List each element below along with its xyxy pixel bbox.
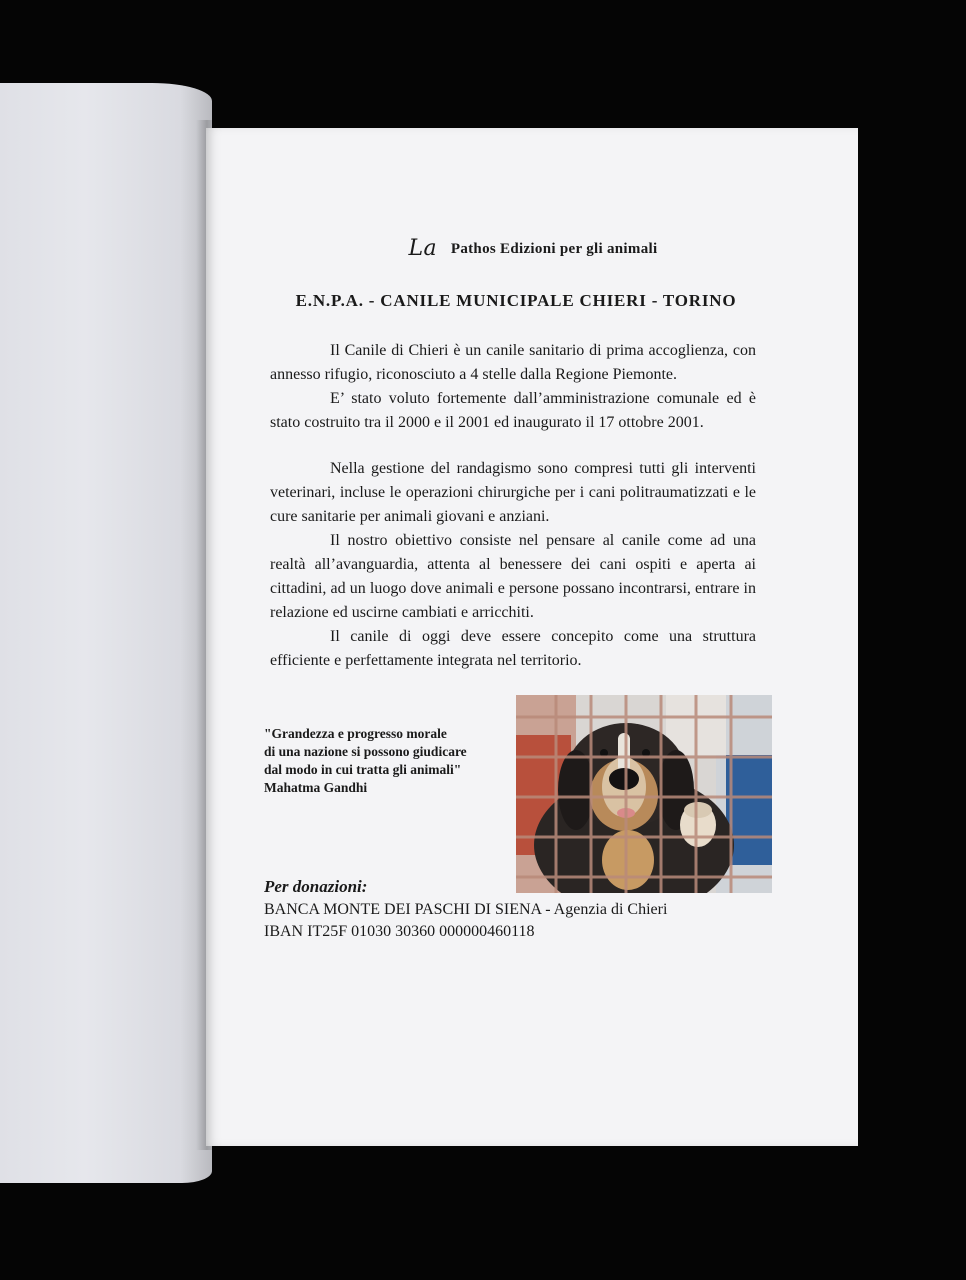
quote-photo-row: [264, 695, 756, 895]
bank-name: BANCA MONTE DEI PASCHI DI SIENA - Agenzia di Chieri: [264, 901, 668, 918]
paragraph-5: Il canile di oggi deve essere concepito come una struttura efficiente e perfettamente integrata nel territorio.: [270, 628, 756, 669]
right-page: [206, 128, 858, 1146]
quote-line-2: di una nazione si possono giudicare: [264, 744, 467, 759]
dog-behind-cage-photo: [516, 695, 772, 893]
left-page: [0, 83, 212, 1183]
publisher-name: Pathos Edizioni per gli animali: [450, 241, 658, 257]
quote-line-1: "Grandezza e progresso morale: [264, 726, 447, 741]
donations-block: [264, 877, 756, 943]
quote-author: Mahatma Gandhi: [264, 780, 368, 795]
paragraph-1: Il Canile di Chieri è un canile sanitario di prima accoglienza, con annesso rifugio, riconosciuto a 4 stelle dalla Regione Piemonte.: [270, 342, 756, 383]
page-content: [264, 236, 756, 943]
gandhi-quote: [264, 725, 467, 797]
quote-line-3: dal modo in cui tratta gli animali": [264, 762, 462, 777]
publisher-logo-la: La: [408, 236, 437, 261]
paragraph-3: Nella gestione del randagismo sono compresi tutti gli interventi veterinari, incluse le operazioni chirurgiche per i cani politraumatizzati e le cure sanitarie per animali giovani e anziani.: [270, 460, 756, 525]
paragraph-2: E’ stato voluto fortemente dall’amministrazione comunale ed è stato costruito tra il 2000 e il 2001 ed inaugurato il 17 ottobre 2001.: [270, 390, 756, 431]
publisher-line: [310, 236, 756, 261]
donations-title: Per donazioni:: [264, 877, 368, 896]
paragraph-4: Il nostro obiettivo consiste nel pensare al canile come ad una realtà all’avanguardia, attenta al benessere dei cani ospiti e aperta ai cittadini, ad un luogo dove animali e persone possano incontrarsi, entrare in relazione ed uscirne cambiati e arricchiti.: [270, 532, 756, 621]
body-text: [270, 339, 756, 673]
iban: IBAN IT25F 01030 30360 000000460118: [264, 923, 535, 940]
page-title: E.N.P.A. - CANILE MUNICIPALE CHIERI - TORINO: [295, 291, 737, 310]
